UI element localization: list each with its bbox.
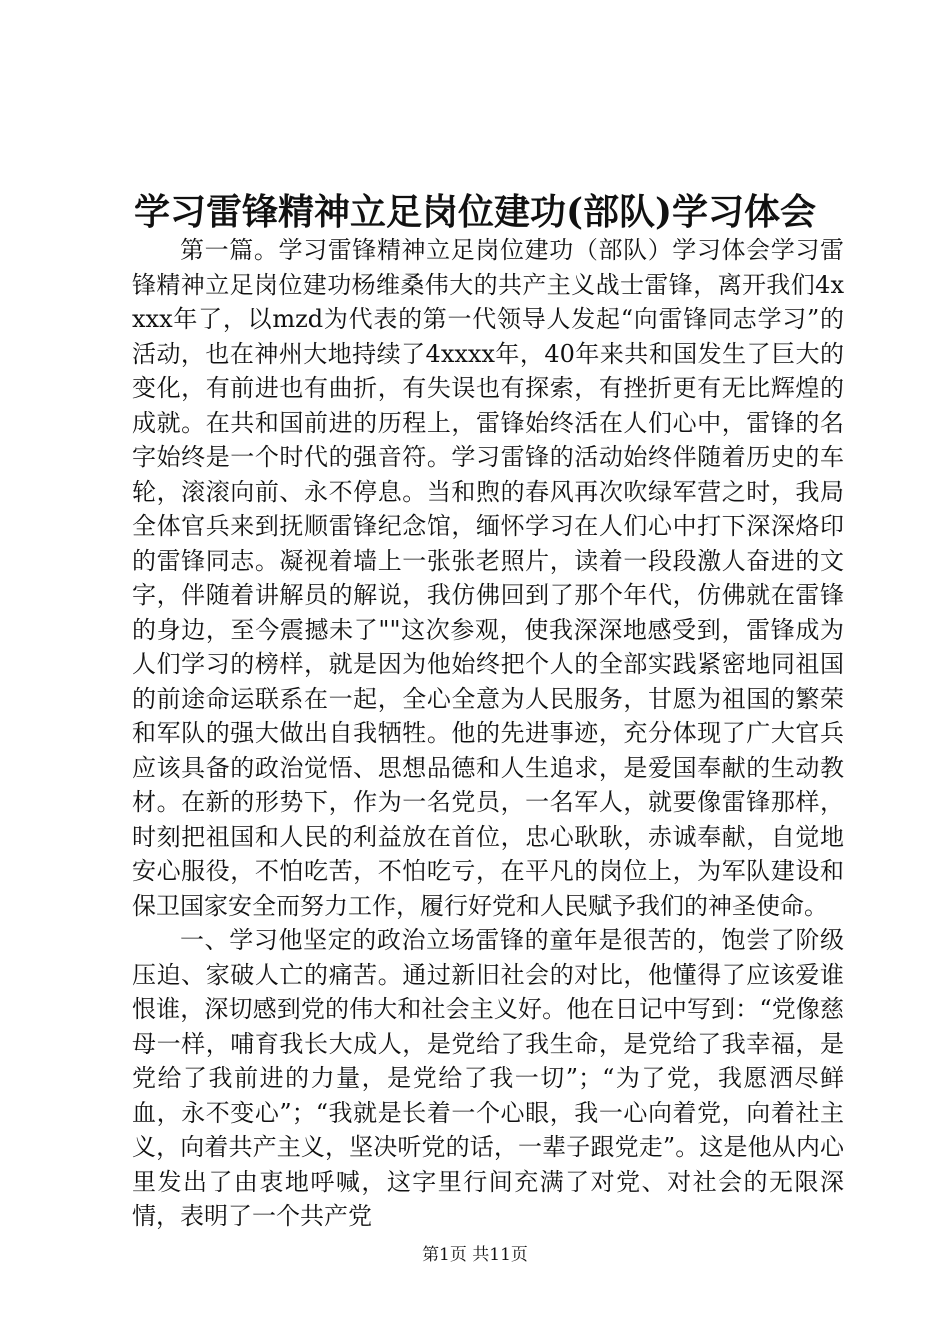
paragraph-1: 第一篇。学习雷锋精神立足岗位建功（部队）学习体会学习雷锋精神立足岗位建功杨维桑伟大的共产主义战士雷锋，离开我们4xxxx年了，以mzd为代表的第一代领导人发起“向雷锋同志学习”的活动，也在神州大地持续了4xxxx年，40年来共和国发生了巨大的变化，有前进也有曲折，有失误也有探索，有挫折更有无比辉煌的成就。在共和国前进的历程上，雷锋始终活在人们心中，雷锋的名字始终是一个时代的强音符。学习雷锋的活动始终伴随着历史的车轮，滚滚向前、永不停息。当和煦的春风再次吹绿军营之时，我局全体官兵来到抚顺雷锋纪念馆，缅怀学习在人们心中打下深深烙印的雷锋同志。凝视着墙上一张张老照片，读着一段段激人奋进的文字，伴随着讲解员的解说，我仿佛回到了那个年代，仿佛就在雷锋的身边，至今震撼未了""这次参观，使我深深地感受到，雷锋成为人们学习的榜样，就是因为他始终把个人的全部实践紧密地同祖国的前途命运联系在一起，全心全意为人民服务，甘愿为祖国的繁荣和军队的强大做出自我牺牲。他的先进事迹，充分体现了广大官兵应该具备的政治觉悟、思想品德和人生追求，是爱国奉献的生动教材。在新的形势下，作为一名党员，一名军人，就要像雷锋那样，时刻把祖国和人民的利益放在首位，忠心耿耿，赤诚奉献，自觉地安心服役，不怕吃苦，不怕吃亏，在平凡的岗位上，为军队建设和保卫国家安全而努力工作，履行好党和人民赋予我们的神圣使命。 bbox=[132, 236, 844, 920]
document-body bbox=[132, 233, 844, 1234]
document-title: 学习雷锋精神立足岗位建功(部队)学习体会 bbox=[133, 191, 817, 233]
paragraph-2: 一、学习他坚定的政治立场雷锋的童年是很苦的，饱尝了阶级压迫、家破人亡的痛苦。通过新旧社会的对比，他懂得了应该爱谁恨谁，深切感到党的伟大和社会主义好。他在日记中写到：“党像慈母一样，哺育我长大成人，是党给了我生命，是党给了我幸福，是党给了我前进的力量，是党给了我一切”；“为了党，我愿洒尽鲜血，永不变心”；“我就是长着一个心眼，我一心向着党，向着社主义，向着共产主义，坚决听党的话，一辈子跟党走”。这是他从内心里发出了由衷地呼喊，这字里行间充满了对党、对社会的无限深情，表明了一个共产党 bbox=[132, 926, 844, 1230]
page-indicator: 第1页 共11页 bbox=[422, 1245, 528, 1265]
